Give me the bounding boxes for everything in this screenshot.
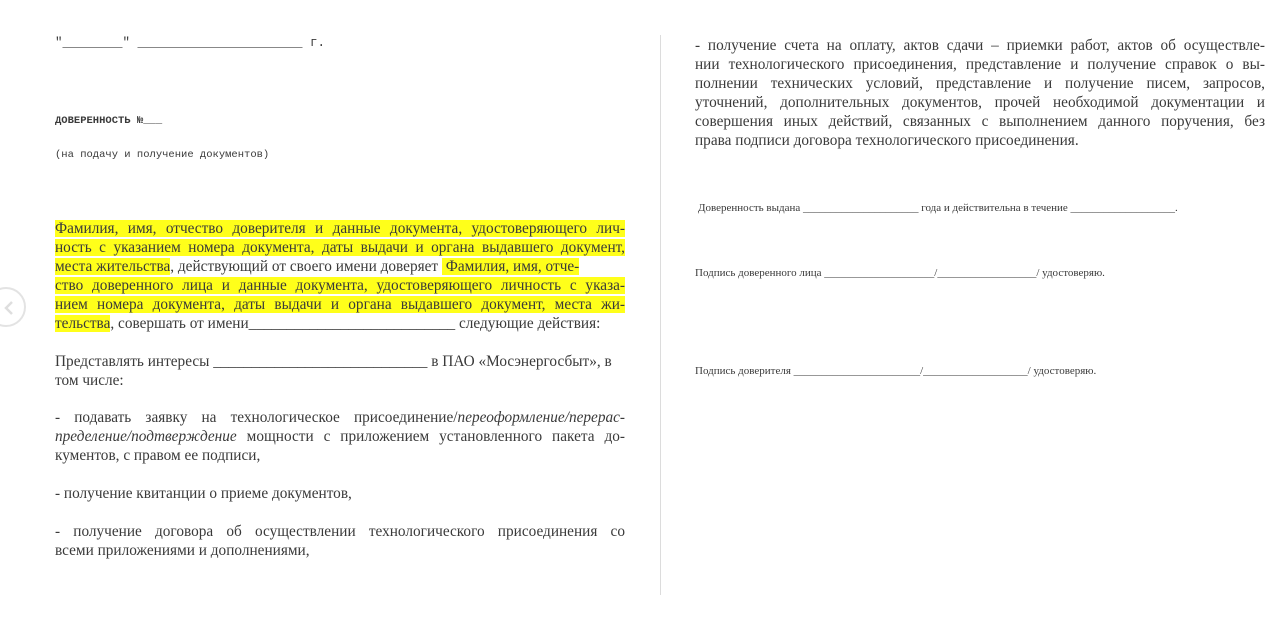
paragraph-line: нии технологического присоединения, представление и получение справок о вы-	[695, 56, 1265, 73]
paragraph-line	[55, 314, 600, 333]
principal-signature-line: Подпись доверителя _______________________/___________________/ удостоверяю.	[695, 365, 1097, 377]
page-divider	[660, 35, 661, 595]
highlighted-text: нием номера документа, даты выдачи и органа выдавшего документ, места жи-	[55, 296, 625, 313]
highlighted-text: ство доверенного лица и данные документа, удостоверяющего личность с указа-	[55, 277, 625, 294]
paragraph-line: совершения иных действий, связанных с выполнением данного поручения, без	[695, 113, 1265, 130]
paragraph-line	[55, 408, 625, 427]
paragraph-line: права подписи договора технологического присоединения.	[695, 132, 1079, 149]
plain-text: - подавать заявку на технологическое присоединение/	[55, 409, 458, 426]
paragraph-line: том числе:	[55, 372, 124, 389]
plain-text: , действующий от своего имени доверяет	[170, 258, 442, 275]
document-subtitle: (на подачу и получение документов)	[55, 149, 270, 161]
plain-text: мощности с приложением установленного пакета до-	[236, 428, 625, 445]
chevron-left-icon	[4, 300, 14, 316]
issued-line: Доверенность выдана _____________________ года и действительна в течение ___________________.	[698, 202, 1178, 214]
paragraph-line: - получение договора об осуществлении технологического присоединения со	[55, 523, 625, 540]
plain-text: , совершать от имени___________________________ следующие действия:	[110, 315, 601, 332]
italic-text: переоформление/перерас-	[457, 409, 625, 426]
paragraph-line	[55, 257, 625, 276]
paragraph-line	[55, 238, 625, 257]
previous-page-button[interactable]	[0, 287, 26, 327]
paragraph-line	[55, 295, 625, 314]
paragraph-line	[55, 427, 625, 446]
paragraph-line: кументов, с правом ее подписи,	[55, 447, 261, 464]
highlighted-text: Фамилия, имя, отчество доверителя и данные документа, удостоверяющего лич-	[55, 220, 625, 237]
highlighted-text: ность с указанием номера документа, даты выдачи и органа выдавшего документ,	[55, 239, 625, 256]
paragraph-line: всеми приложениями и дополнениями,	[55, 542, 310, 559]
highlighted-text: места жительства	[55, 258, 171, 275]
highlighted-text: Фамилия, имя, отче-	[441, 258, 580, 275]
paragraph-line: - получение счета на оплату, актов сдачи – приемки работ, актов об осуществле-	[695, 37, 1265, 54]
document-title: ДОВЕРЕННОСТЬ №___	[55, 115, 163, 127]
paragraph-line: полнении технических условий, представление и получение писем, запросов,	[695, 75, 1265, 92]
paragraph-line: Представлять интересы ____________________________ в ПАО «Мосэнергосбыт», в	[55, 353, 612, 370]
paragraph-line	[55, 219, 625, 238]
trustee-signature-line: Подпись доверенного лица ____________________/__________________/ удостоверяю.	[695, 267, 1105, 279]
italic-text: пределение/подтверждение	[55, 428, 237, 445]
date-line: "________" ______________________ г.	[55, 36, 326, 50]
paragraph-line: - получение квитанции о приеме документов,	[55, 485, 352, 502]
paragraph-line	[55, 276, 625, 295]
paragraph-line: уточнений, дополнительных документов, прочей необходимой документации и	[695, 94, 1265, 111]
highlighted-text: тельства	[55, 315, 111, 332]
